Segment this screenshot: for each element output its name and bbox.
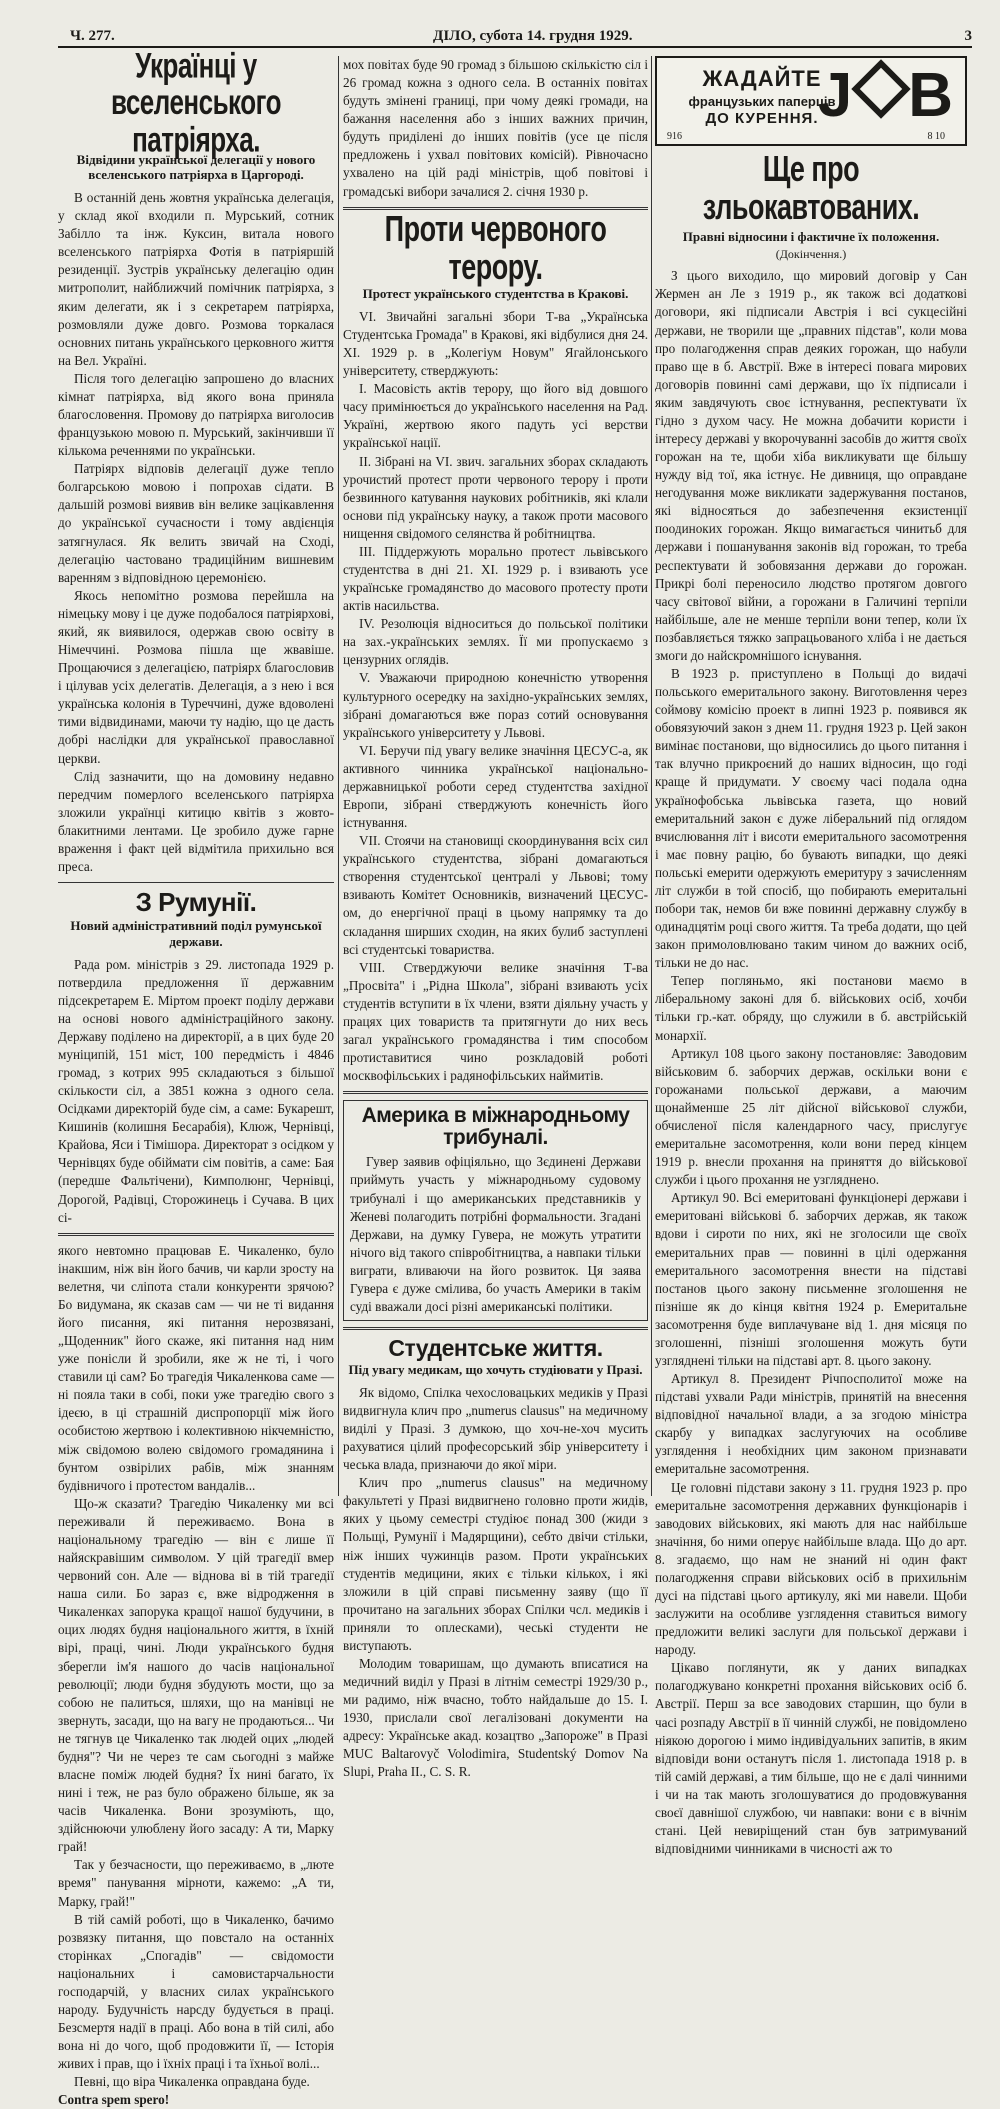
paragraph: В 1923 р. приступлено в Польщі до видачі польського емеритального закону. Виготовлення через соймову комісію проект в липні 1923 р. появився як обовязуючий закон з днем 11. грудня 1923 р. Цей закон вимінає постанови, що відносились до цього питання і так влучно прикроєний до наших відносин, що годі краще й придумати. У своєму часі подала одна українофобська львівська газета, що новий емеритальний закон є дуже ліберальний під оглядом вчислювання літ і висоти емеритального засомотрення і має повну рацію, бо бувають випадки, що деякі польські емерити одержують емеритуру з зачисленням літ служби в той спосіб, що побирають емеритальні побори так, немов би вже повинні державну службу в одинадцятім році свого життя. Та треба додати, що цей закон примоловлювано таким чином до важних осіб, тільки не до нас. [655, 666, 967, 971]
paragraph: З цього виходило, що мировий договір у Сан Жермен ан Ле з 1919 р., як також всі додаткові договори, які підписали Австрія і всі сукцесійні держави, не творили ще „правних підстав", коли мова про полагодження справ деяких горожан, що набули право ще в б. Австрії. Вже в інтересі повага мирових договорів повинні самі держави, що їх підписали і яким завдячують своє істнування, респектувати їх гідно з духом часу. Не можна добачити користи і інтересу державі у вкорочуванні засобів до життя своїх горожан на те, щоби хіба викликувати ще більшу нужду від тої, яка істнує. Не дивниця, що оправдане негодування може викликати задержування постанов, які відносяться до забезпечення екзистенції поодиноких горожан. Якщо вимагається чинитьб для держави і пошанування законів від горожан, то треба респектувати й зобовязання держави до горожан. Прикрі болі переносило людство протягом довгого часу світової війни, а горожани в Галичині терпіли найбільше, але не менше терпіли вони тепер, коли їх позбавляється тяжко запрацьованого хліба і не дається змоги до найскромнішого існування. [655, 268, 967, 663]
separator [58, 1233, 334, 1236]
paragraph: I. Масовість актів терору, що його від довшого часу примінюється до українського населення на Рад. Україні, жертвою якого падуть усі верстви української нації. [343, 381, 648, 451]
paragraph: III. Піддержують морально протест львівського студентства в дні 21. XI. 1929 р. і взивають усе українське громадянство до масового протесту проти актів насильства. [343, 543, 648, 614]
paragraph: Артикул 108 цього закону постановляє: Заводовим військовим б. заборчих держав, оскільки вони є горожанами польської держави, а маючим щонайменше 25 літ дійсної військової служби, обчисленої після календарного часу, прислугує емеритальне засомотрення, коли вони перед кінцем 1919 р. внесли прохання на приняття до військової служби і цього прохання не узгляднено. [655, 1045, 967, 1188]
article-subtitle: Правні відносини і фактичне їх положення. [682, 228, 940, 244]
paragraph: Гувер заявив офіціяльно, що Зєдинені Держави приймуть участь у міжнародньому судовому трибуналі і що американських представників у Женеві полагодить потрібні формальности. Згадані Держави, на думку Гувера, не можуть утратити нічого від такого співробітництва, а навпаки тільки виграти, вливаючи на його розвиток. Ця заява Гувера є дуже смілива, бо участь Америки в такім суді вважали досі різні американські політики. [350, 1154, 641, 1314]
separator [343, 1091, 648, 1094]
ad-line: французьких паперців [688, 94, 836, 109]
column-1 [58, 44, 334, 2108]
article-title: Проти червоного терору. [384, 208, 607, 288]
paragraph: якого невтомно працював Е. Чикаленко, було інакшим, ніж він його бачив, чи карли зросту на велетня, чи сліпота стали конкуренти зрячою? Бо видумана, як сказав сам — чи не ті видання його писання, які питання нерозвязані, „Щоденник" його скаже, які питання над ним уже понісли й зробили, яке ж не ті, і чого ставили ці сам? Бо трагедія Чикаленкова саме — ні пояла таки в собі, поки уже трагедію свого з ідеєю, в ці страшній диспропорції між його особистою жертвою і колективною нікчемністю, між свідомою волею свідомого громадянина і бунтом озвірілих рабів, між знанням будівничого і протестом вандалів... [58, 1242, 334, 1493]
ad-line: ЖАДАЙТЕ [702, 66, 822, 91]
paragraph: Це головні підстави закону з 11. грудня 1923 р. про емеритальне засомотрення державних функціонарів і заводових військових, які мають для нас найбільше значіння, бо ними оперує найбільше влада. Що до арт. 8. згадаємо, що нам не знаний ні один факт полагодження справи військових осіб в прихильнім дусі на підставі цього артикулу, які ми навели. Щоби заслужити на особливе узглядення ставиться вимогу предложити великі заслуги для польської держави і народу. [655, 1479, 967, 1658]
paragraph: Певні, що віра Чикаленка оправдана буде. [74, 2074, 310, 2090]
paragraph: мох повітах буде 90 громад з більшою скількістю сіл і 26 громад кожна з одного села. В останніх повітах будуть змінені границі, при чому деякі громади, на бажання населення або з інших важних причин, будуть приділені до інших повітів (усе це після предложень і ухвал повітових комісій). Рівночасно ухвалено на цій раді міністрів, щоб повітові і громадські вибори зачалися 2. січня 1930 р. [343, 57, 648, 199]
paragraph: VI. Звичайні загальні збори Т-ва „Українська Студентська Громада" в Кракові, які відбулися дня 24. XI. 1929 р. в „Колегіум Новум" Ягайлонського університету, стверджують: [343, 308, 648, 379]
article-title: Українці у вселенського патріярха. [111, 44, 281, 160]
paragraph: Слід зазначити, що на домовину недавно передчим померлого вселенського патріярха зложили українці китицю квітів з жовто-блакитними лентами. Це зробило дуже гарне враження і факт цей відмітила прихильно вся преса. [58, 768, 334, 874]
diamond-icon [852, 59, 911, 118]
paragraph: Рада ром. міністрів з 29. листопада 1929 р. потвердила предложення її державним підсекретарем Е. Міртом проект поділу держави на основі нового адміністраційного закону. Державу поділено на директорії, а в цих буде 20 муніципій, 151 міст, 100 передмість і 4846 громад, з котрих 995 складаються з більшої скількости сіл, а 3851 кожна з одного села. Осідками директорій буде сім, а саме: Букарешт, Кишинів (колишня Бесарабія), Клюж, Чернівці, Крайова, Яси і Тімішора. Директорат з осідком у Чернівцях буде обіймати сім повітів, а саме: Бая (передше Фальтічени), Кимполюнг, Чернівці, Дорогой, Радівці, Сторожинець і Сучава. В цих сі- [58, 956, 334, 1225]
masthead: ДІЛО, субота 14. грудня 1929. [433, 28, 633, 44]
article-subtitle: Новий адміністративний поділ румунської держави. [70, 918, 322, 949]
paragraph: Патріярх відповів делегації дуже тепло болгарською мовою і попрохав сідати. В дальшій розмові виявив він велике зацікавлення до української сучасности і тому авдієнція затягнулася. Як велить звичай на Сході, делегацію частовано традиційним вишневим варенням з відповідною церемонією. [58, 461, 334, 585]
paragraph: VI. Беручи під увагу велике значіння ЦЕСУС-а, як активного чинника української національно-державницької роботи серед студентства західної Европи, зібрані стверджують конечність його істнування. [343, 742, 648, 831]
paragraph: Після того делегацію запрошено до власних кімнат патріярха, від якого вона приняла благословення. Промову до патріярха виголосив французькою мовою п. Мурський, закінчивши її кількома реченнями по українськи. [58, 370, 334, 459]
paragraph: Тепер погляньмо, які постанови маємо в ліберальному законі для б. військових осіб, хочби тільки гр.-кат. обряду, що служили в б. австрійській монархії. [655, 973, 967, 1043]
article-title: З Румунії. [135, 887, 257, 918]
paragraph: В тій самій роботі, що в Чикаленко, бачимо розвязку питання, що повстало на останніх сторінках „Спогадів" — свідомости національних і самовистарчальности господарчій, у власних силах українського народу. Будучність нарсду будується в праці. Безсмертя надії в праці. Або вона в тій силі, або вона ні до чого, щоб продовжити її, — Історія живих і прав, що і їхніх праці і та їхньої волі... [58, 1911, 334, 2072]
article-subtitle: Протест українського студентства в Кракові. [362, 286, 629, 302]
paragraph: II. Зібрані на VI. звич. загальних зборах складають урочистий протест проти червоного терору і проти безвинного катування наукових робітників, які клали основи під українську науку, а також проти масового нищення свідомого селянства й робітництва. [343, 453, 648, 541]
article-title: Америка в міжнародньому трибуналі. [361, 1104, 630, 1150]
continuation-note: (Докінчення.) [775, 247, 847, 262]
paragraph: Артикул 8. Президент Річпосполитої може на підставі ухвали Ради міністрів, принятій на внесення відповідної начальної влади, а за згодою міністра скарбу у випадках заслугуючих на особливе узглядення і необхідних цим законом признавати емеритальне засомотрення. [655, 1371, 967, 1477]
logo-letter: J [817, 61, 855, 130]
paragraph: Артикул 90. Всі емеритовані функціонері держави і емеритовані військові б. заборчих держав, як також вдови і сироти по них, які не зголосили ще своїх емеритальних прав — повинні в цілі одержання емеритального засомотрення внести на підставі постанов цього закону письменне зголошення не пізніше як до кінця квітня 1924 р. Емеритальне засомотрення буде виплачуване від 1. дня місяця по зголошенні, пізніші зголошення можуть бути узгляднені тільки на підставі арт. 8. цього закону. [655, 1190, 967, 1368]
page-number: 3 [964, 28, 972, 44]
paragraph: IV. Резолюція відноситься до польської політики на зах.-українських землях. Її ми пропускаємо з цензурних оглядів. [343, 616, 648, 668]
issue-number: Ч. 277. [70, 28, 115, 44]
paragraph: Так у безчасности, що переживаємо, в „люте время" панування мірноти, кажемо: „А ти, Марку, грай!" [58, 1857, 334, 1909]
paragraph: Цікаво поглянути, як у даних випадках полагоджувано конкретні прохання військових осіб б. Австрії. Перш за все заводових старшин, що були в часі розпаду Австрії в її чинній службі, не повідомлено ніякою дорогою і мимо індивідуальних запитів, в яким відповіди вони останутъ після 1. листопада 1918 р. в тій самій державі, а тим більше, що не є далі чинними і чи на так мають зголошуватися до продовжування своєї давнішої службою, чи навпаки: вони є в вічнім стані. Цей невиріщений стан був затримуваний відповідними чинниками в чисності аж то [655, 1660, 967, 1857]
logo-letter: B [908, 61, 955, 130]
paragraph: Якось непомітно розмова перейшла на німецьку мову і це дуже подобалося патріярхові, який, як виявилося, одержав свою освіту в Німеччині. Розмова пішла ще жвавіше. Прощаючися з делегацією, патріярх благословив і цілував усіх делегатів. Делегація, а з нею і вся українська колонія в Туреччині, дуже вдоволені тими відвидинами, маючи ту надію, що це дасть добрі наслідки для української православної церкви. [58, 587, 334, 766]
paragraph: VIII. Стверджуючи велике значіння Т-ва „Просвіта" і „Рідна Школа", зібрані взивають усіх студентів вступити в їх члени, взяти діяльну участь у працях цих товариств та притягнути до них весь загал українського громадянства і тим способом протиставитися чино розкладовій роботі москвофільських і радянофільських наймитів. [343, 959, 648, 1084]
separator [58, 882, 334, 883]
article-subtitle: Під увагу медикам, що хочуть студіювати у Празі. [348, 1362, 643, 1378]
ad-number: 916 [667, 131, 682, 142]
article-title: Студентське життя. [388, 1335, 603, 1362]
signature: Contra spem spero! [58, 2092, 170, 2108]
ad-line: ДО КУРЕННЯ. [705, 110, 819, 127]
paragraph: Клич про „numerus clausus" на медичному факультеті у Празі видвигнено головно проти жидів, яких у цьому семестрі студіює понад 300 (жиди з Польщі, Румунії і Мадярщини), себто двічи стільки, ніж інших чужинців разом. Проти українських студентів медицини, яких є тільки кількох, і які зложили в цій справі письменну заяву (що її прочитано на загальних зборах Спілки чсл. медиків і приняли то оплесками), чеські студенти не виступають. [343, 1475, 648, 1653]
ad-number: 8 10 [927, 131, 945, 142]
article-title: Ще про зльокавтованих. [702, 148, 920, 228]
paragraph: В останній день жовтня українська делегація, у склад якої входили п. Мурський, сотник Забілло та інж. Куксин, витала нового вселенського патріярха Фотія в патріяршій резиденції. Зустрів українську делегацію один митрополит, найближчий помічник патріярха, з яким делегати, як і з секретарем патріярха, розмовляли дуже довго. Розмова торкалася основних питань українського церковного життя на Вел. Україні. [58, 190, 334, 368]
column-2 [343, 56, 648, 1780]
paragraph: Що-ж сказати? Трагедію Чикаленку ми всі переживали й переживаємо. Вона в національному трагедію — він є лише її найяскравішим символом. У цій трагедії вмер червоний сон. Але — віднова ві в тій трагедії наша сили. Бо зараз є, вже відродження в Чикаленках запорука кращої нашої будучини, в оцих людях будня національного життя, в їхній вірі, праці, чині. Люди українського будня зберегли ім'я нашого до часів національної революції; люди будня збудують мости, що за собою не палиться, шляхи, що на манівці не звернуть, засади, що на вагу не продаються... Чи не тягнув це Чикаленко так людей оцих „людей будня"? Чи не через те сам сьогодні з майже власне поміж людей будня? Їх нині багато, їх нині і теж, не раз було ображено більше, як за часів Чикаленка. Вони зрозуміють, що, здійснюючи улюблену його засаду: А ти, Марку грай! [58, 1495, 334, 1855]
paragraph: Як відомо, Спілка чехословацьких медиків у Празі видвигнула клич про „numerus clausus" на медичному виділі у Празі. З думкою, що хоч-не-хоч мусить рахуватися цілий професорський збір університету і чеська влада, признаючи до якої міри. [343, 1384, 648, 1473]
page-header [58, 22, 972, 46]
column-divider [651, 56, 652, 1496]
column-3 [655, 56, 967, 1857]
advertisement [655, 56, 967, 146]
paragraph: VII. Стоячи на становищі скоординування всіх сил українського студентства, зібрані домагаються створення студентської централі у Львові; тому взивають Комітет Основників, визначений ЦЕСУС-ом, до енергічної праці в цьому напрямку та до складання ширших сходин, на яких булиб заступлені всі студентські товариства. [343, 833, 648, 957]
paragraph: Молодим товаришам, що думають вписатися на медичний виділ у Празі в літнім семестрі 1929/30 р., ми радимо, ніж вчасно, тобто найдальше до 15. I. 1930, прислали свої легалізовані документи на адресу: Українське акад. козацтво „Запороже" в Празі MUC Baltarovyč Volodimira, Studentský Domov Na Slupi, Praha II., C. S. R. [343, 1655, 648, 1780]
article-subtitle: Відвідини української делегації у нового вселенського патріярха в Царгороді. [76, 151, 316, 183]
job-logo [818, 60, 955, 131]
paragraph: V. Уважаючи природною конечністю утворення культурного осередку на західно-українських землях, зібрані домагаються вже пораз сотий основування українського університету у Львові. [343, 670, 648, 740]
column-divider [338, 56, 339, 1496]
separator [343, 1327, 648, 1330]
article-box [343, 1100, 648, 1321]
